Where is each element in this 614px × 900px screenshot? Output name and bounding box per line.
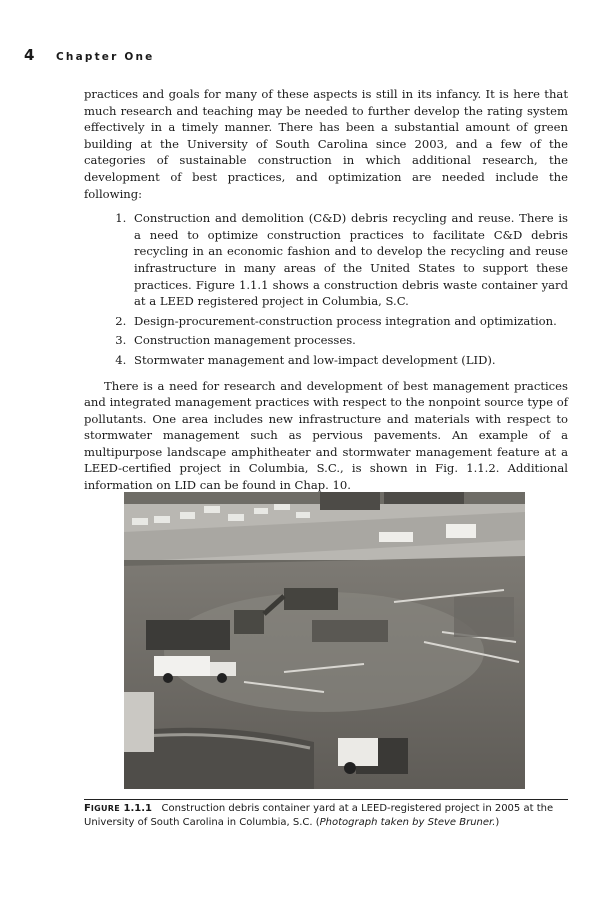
page-number: 4: [24, 46, 35, 64]
construction-yard-photo: [124, 492, 525, 789]
body-text: [84, 86, 568, 494]
list-item: 2. Design-procurement-construction process integration and optimization.: [130, 313, 568, 330]
paragraph-2: There is a need for research and development of best management practices and integrated management practices with respect to the nonpoint source type of pollutants. One area includes new infrastructure and materials with respect to stormwater management such as pervious pavements. An example of a multipurpose landscape amphitheater and stormwater management feature at a LEED-certified project in Columbia, S.C., is shown in Fig. 1.1.2. Additional information on LID can be found in Chap. 10.: [84, 378, 568, 493]
list-item: 1. Construction and demolition (C&D) debris recycling and reuse. There is a need to optimize construction practices to facilitate C&D debris recycling in an economic fashion and to develop the recycling and reuse infrastructure in many areas of the United States to support these practices. Figure 1.1.1 shows a construction debris waste container yard at a LEED registered project in Columbia, S.C.: [130, 210, 568, 310]
list-item: 4. Stormwater management and low-impact development (LID).: [130, 352, 568, 369]
figure-photo: [124, 492, 525, 789]
caption-rule: [84, 799, 568, 800]
figure-label: FIGURE 1.1.1: [84, 803, 152, 814]
numbered-list: [84, 210, 568, 368]
list-item: 3. Construction management processes.: [130, 332, 568, 349]
paragraph-1: practices and goals for many of these aspects is still in its infancy. It is here that much research and teaching may be needed to further develop the rating system effectively in a timely manner. There has been a substantial amount of green building at the University of South Carolina since 2003, and a few of the categories of sustainable construction in which additional research, the development of best practices, and optimization are needed include the following:: [84, 87, 568, 201]
figure-caption: FIGURE 1.1.1 Construction debris container yard at a LEED-registered project in 2005 at the University of South Carolina in Columbia, S.C. (Photograph taken by Steve Bruner.): [84, 803, 554, 828]
chapter-title: Chapter One: [56, 51, 155, 63]
running-header: [24, 46, 154, 64]
photo-credit: Photograph taken by Steve Bruner.: [319, 817, 496, 828]
caption-text: Construction debris container yard at a LEED-registered project in 2005 at the University of South Carolina in Columbia, S.C. (: [84, 803, 554, 828]
